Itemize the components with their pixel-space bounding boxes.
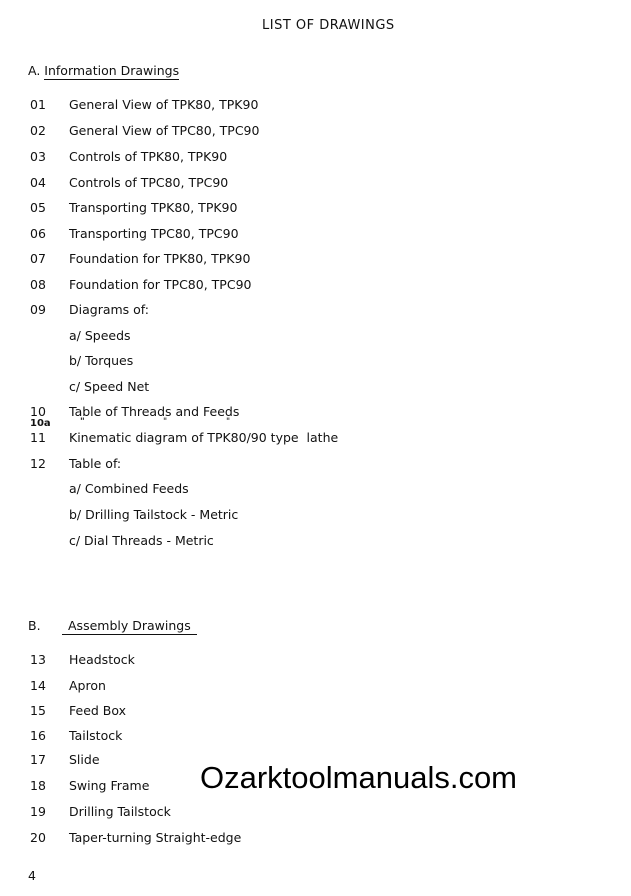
item-number: 13	[30, 652, 46, 667]
item-text: Headstock	[69, 652, 135, 667]
item-number: 12	[30, 456, 46, 471]
sub-item-text: b/ Drilling Tailstock - Metric	[69, 507, 239, 522]
item-number: 03	[30, 149, 46, 164]
section-a-letter: A.	[28, 63, 41, 78]
item-text: Table of Threads and Feeds	[69, 404, 240, 419]
item-text: Diagrams of:	[69, 302, 149, 317]
item-text: Drilling Tailstock	[69, 804, 171, 819]
item-number: 10a	[30, 418, 51, 429]
item-number: 11	[30, 430, 46, 445]
item-text: Transporting TPC80, TPC90	[69, 226, 239, 241]
section-b-letter: B.	[28, 618, 41, 633]
item-number: 15	[30, 703, 46, 718]
item-number: 20	[30, 830, 46, 845]
ditto-mark: "	[163, 417, 168, 427]
item-number: 07	[30, 251, 46, 266]
item-text: General View of TPC80, TPC90	[69, 123, 260, 138]
section-b-label: Assembly Drawings	[62, 618, 197, 635]
item-text: Swing Frame	[69, 778, 150, 793]
sub-item-text: b/ Torques	[69, 353, 134, 368]
item-text: Feed Box	[69, 703, 127, 718]
item-number: 05	[30, 200, 46, 215]
sub-item-text: a/ Combined Feeds	[69, 481, 189, 496]
item-text: Foundation for TPK80, TPK90	[69, 251, 251, 266]
section-b-header	[28, 618, 228, 633]
item-text: Apron	[69, 678, 106, 693]
item-text: Foundation for TPC80, TPC90	[69, 277, 252, 292]
item-text: Transporting TPK80, TPK90	[69, 200, 238, 215]
item-text: General View of TPK80, TPK90	[69, 97, 259, 112]
item-text: Slide	[69, 752, 100, 767]
list-item	[0, 418, 631, 430]
item-number: 10	[30, 404, 46, 419]
item-number: 06	[30, 226, 46, 241]
item-text: Taper-turning Straight-edge	[69, 830, 242, 845]
item-number: 01	[30, 97, 46, 112]
item-text: Table of:	[69, 456, 122, 471]
sub-item-text: c/ Speed Net	[69, 379, 150, 394]
item-text: Controls of TPK80, TPK90	[69, 149, 228, 164]
item-text: Controls of TPC80, TPC90	[69, 175, 229, 190]
sub-item-text: c/ Dial Threads - Metric	[69, 533, 214, 548]
ditto-mark: "	[80, 417, 85, 427]
item-number: 19	[30, 804, 46, 819]
item-text: Tailstock	[69, 728, 123, 743]
watermark-text: Ozarktoolmanuals.com	[200, 760, 518, 795]
ditto-mark: "	[226, 417, 231, 427]
item-number: 18	[30, 778, 46, 793]
item-number: 14	[30, 678, 46, 693]
page-number: 4	[28, 868, 36, 883]
item-number: 02	[30, 123, 46, 138]
item-number: 04	[30, 175, 46, 190]
item-number: 16	[30, 728, 46, 743]
item-text: Kinematic diagram of TPK80/90 type lathe	[69, 430, 339, 445]
item-number: 17	[30, 752, 46, 767]
section-a-label: Information Drawings	[44, 63, 180, 78]
item-number: 08	[30, 277, 46, 292]
sub-item-text: a/ Speeds	[69, 328, 131, 343]
page-title: LIST OF DRAWINGS	[262, 18, 395, 33]
item-number: 09	[30, 302, 46, 317]
section-a-header	[28, 63, 179, 78]
